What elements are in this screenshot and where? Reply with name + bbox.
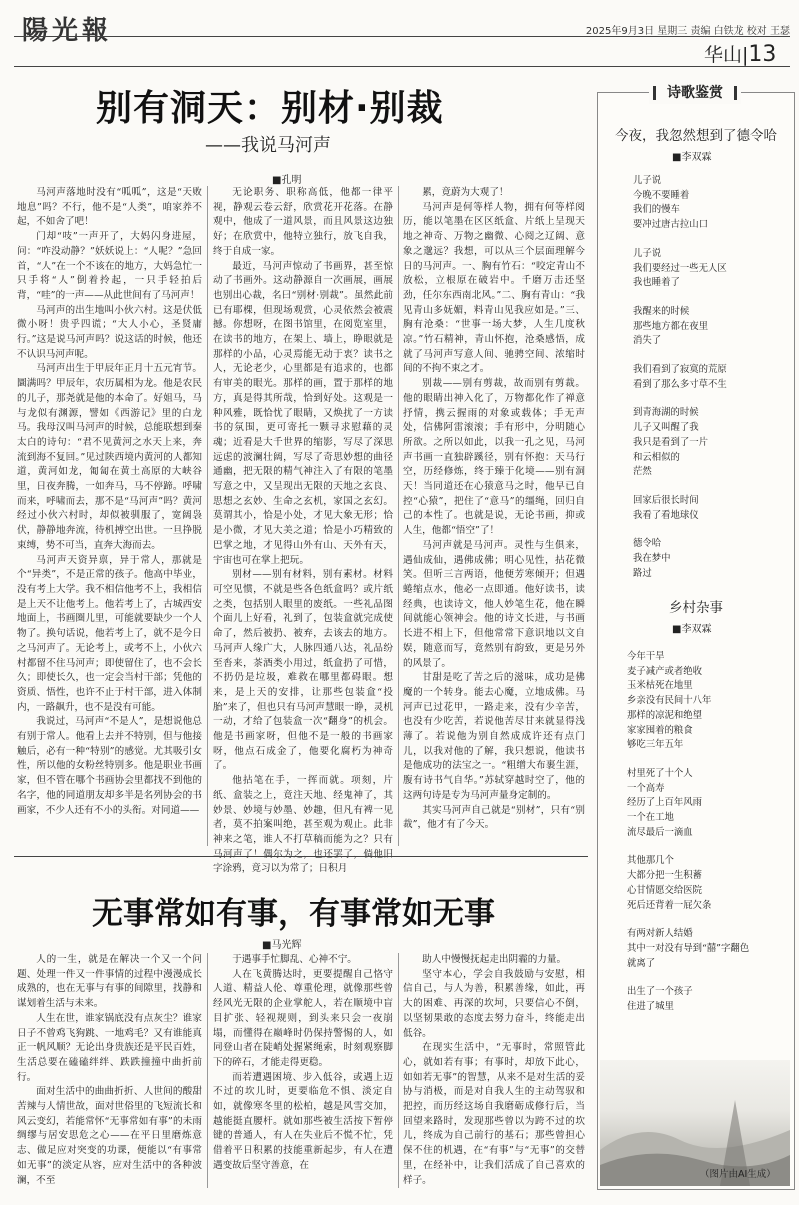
paragraph: 在现实生活中，“无事时，常照管此心，就如若有事；有事时，却放下此心，如如若无事”的智慧，从来不是对生活的妥协与消极，而是对自我人生的主动驾驭和把控，而历经这场自我磨砺成修行后，当回望来路时，发现那些曾以为跨不过的坎儿，终成为自己前行的基石；那些曾担心保不住的机遇，在“有事”与“无事”的交替里，在经补中，让我们活成了自己喜欢的样子。 xyxy=(403,1042,585,1186)
poem-author: ■李双霖 xyxy=(672,152,712,163)
article-subtitle: ——我说马河声 xyxy=(205,135,331,156)
poem-line: 有两对新人结婚 xyxy=(627,928,693,940)
poem-line: 死后还背着一屁欠条 xyxy=(627,899,712,911)
poem-stanza xyxy=(633,363,727,392)
article-column-2 xyxy=(213,953,393,1193)
column-divider xyxy=(398,953,399,1188)
poem-line: 到青海湖的时候 xyxy=(633,407,699,419)
poem-line: 儿子又叫醒了我 xyxy=(633,422,699,434)
article-title: 别有洞天：别材·别裁 xyxy=(96,88,444,129)
poem-line: 住进了城里 xyxy=(627,1001,674,1013)
paragraph: 马河声出生于甲辰年正月十五元宵节。圜满吗？甲辰年，农历属相为龙。他是农民的儿子，那尧就是他的本命了。好姐马，马与龙似有渊源，譬如《西游记》里的白龙马。我母汉叫马河声的时候，总能联想到秦太白的诗句：“君不见黄河之水天上来，奔流到海不复回。”见过陕西境内黄河的人都知道，黄河如龙，匍匐在黄土高原的大峡谷里，日夜奔腾，一如奔马，马不停蹄。呼啸而来，呼啸而去，那不是“马河声”吗？黄河经过小伙六村时，却似被驯服了，宽阔袅伏，静静地奔流，待机搏空出世。一旦挣脱束缚，势不可当，直奔大海而去。 xyxy=(17,363,202,551)
paragraph: 甘甜是吃了苦之后的滋味，成功是佛魔的一个转身。能去心魔，立地成佛。马河声已过花甲，一路走来，没有少辛苦，也没有少吃苦，若说他苦尽甘来就显得浅薄了。若说他为别自然成成许还有点门儿，以我对他的了解，我只想说，他读书是他成功的法宝之一。“粗缯大布裹生涯，腹有诗书气自华。”苏轼穿越时空了，他的这两句诗是专为马河声量身定制的。 xyxy=(403,672,585,801)
poem-line: 回家后很长时间 xyxy=(633,494,699,506)
paragraph: 累，竟蔚为大观了！ xyxy=(422,187,509,198)
poem-line: 出生了一个孩子 xyxy=(627,986,693,998)
section-name: 华山 xyxy=(704,44,743,66)
poem-line: 经历了上百年风雨 xyxy=(627,797,703,809)
poem-line: 看到了那么多寸草不生 xyxy=(633,378,727,390)
paragraph: 无论职务、职称高低，他都一律平视，静观云卷云舒，欣赏花开花落。在静观中，他成了一道风景，而且风景这边独好；在欣赏中，他特立独行，放飞自我，终于自成一家。 xyxy=(213,187,393,257)
poem-stanza xyxy=(627,767,749,841)
paragraph: 他拈笔在手，一挥而就。项刻，片纸、盒装之上，竟注天地、经鬼神了，其妙景、妙境与妙墨、妙趣，但凡有裨一见者，莫不拍案叫绝，甚至观为观止。此非神来之笔，谁人不打草稿而能为之？只有马河声了！偶尔为之，也还罢了，倘他旧字涂鸦，竟习以为常了；日积月 xyxy=(213,775,393,875)
poem-line: 今晚不要睡着 xyxy=(633,189,690,201)
paragraph: 坚守本心，学会自我鼓励与安慰，相信自己，与人为善，积累善缘，如此，再大的困难、再深的坎坷，只要信心不倒，以坚韧果敢的态度去努力奋斗，终能走出低谷。 xyxy=(403,968,585,1039)
poem-line: 我们要经过一些无人区 xyxy=(633,262,727,274)
sidebar-header: 诗歌鉴赏 xyxy=(649,82,741,104)
issue-meta: 2025年9月3日 星期三 责编 白铁龙 校对 王瑟 xyxy=(585,26,790,37)
poem-line: 流尽最后一滴血 xyxy=(627,826,693,838)
paragraph: 我说过，马河声“不是人”，是想说他总有别于常人。他看上去并不特别，但与他接触后，必有一种“特别”的感觉。尤其吸引女性，所以他的女粉丝特别多。他是职业书画家，但不管在哪个书画协会里都找不到他的名字，他的同道朋友却多半是名列协会的书画家，不少人还有不小的头衔。对同道—— xyxy=(17,716,202,816)
paragraph: 最近，马河声惊动了书画界，甚至惊动了书画外。这动静源自一次画展，画展也别出心裁，名曰“别材·别裁”。虽然此前已有耶棵，但现场观赏，心灵依然会被震撼。你想呀，在图书馆里，在阅览室里，在读书的地方，在架上、墙上，睁眼就是那样的小品，心灵焉能无动于衷？读书之人，无论老少，心里都是有追求的，也都有审美的眼光。那样的画，置于那样的地方，真是得其所哉，恰到好处。这观是一种风雅，既恰忧了眼睛，又焕扰了一方读书的氛围，更可寄托一颗寻求慰藉的灵魂；近看是大千世界的缩影，写尽了深思远虑的波澜壮阔，写尽了奇思妙想的曲径通幽，把无限的精气神注入了有限的笔墨写意之中，又呈现出无限的天地之玄良、思想之玄妙、生命之玄机，家国之玄幻。莫谓其小，恰是小处，才见大象无形；恰是小微，才见大美之道；恰是小巧精致的巴掌之地，才见得山外有山、天外有天，宇宙也可在掌上把玩。 xyxy=(213,260,393,566)
poem-stanza xyxy=(633,305,727,349)
paragraph: 马河声落地时没有“呱呱”，这是“天败地息”吗？不行，他不是“人类”，咱家养不起，不如舍了吧！ xyxy=(17,187,202,228)
poem-line: 儿子说 xyxy=(633,175,662,186)
poem-line: 其他那几个 xyxy=(627,855,674,867)
poem-line: 儿子说 xyxy=(633,247,662,259)
poem-line: 心甘情愿交给医院 xyxy=(627,884,703,896)
poem-line: 我们看到了寂寞的荒原 xyxy=(633,364,727,376)
poem-line: 我醒来的时候 xyxy=(633,305,690,317)
column-divider xyxy=(398,186,399,846)
poem-line: 路过 xyxy=(633,567,652,579)
poem-stanza xyxy=(633,494,727,523)
article-column-2 xyxy=(213,186,393,875)
poem-line: 够吃三年五年 xyxy=(627,739,684,751)
poem-title: 今夜，我忽然想到了德令哈 xyxy=(615,128,777,144)
paragraph: 面对生活中的曲曲折折、人世间的酸甜苦辣与人情世故，面对世俗里的飞短流长和风云变幻，若能常怀“无事常如有事”的未雨绸缪与居安思危之心——在平日里磨炼意志、做足应对突变的功课，便能以“有事常如无事”的淡定从容，应对生活中的各种波澜，不至 xyxy=(17,1086,202,1186)
poem-stanza xyxy=(627,927,749,971)
poem-line: 乡亲没有民间十八年 xyxy=(627,695,712,707)
poem-line: 麦子减产或者绝收 xyxy=(627,665,703,677)
poem-stanza xyxy=(633,174,727,233)
article-author: ■马光辉 xyxy=(262,940,302,951)
poem-line: 茫然 xyxy=(633,466,652,478)
poem-line: 一个高寿 xyxy=(627,782,665,794)
article-divider xyxy=(14,856,588,857)
section-label: 华山|13 xyxy=(704,42,777,67)
poem-title: 乡村杂事 xyxy=(669,600,723,616)
poem-body xyxy=(633,174,727,595)
poem-stanza xyxy=(627,650,749,753)
poem-line: 和云相似的 xyxy=(633,451,680,463)
paragraph: 马河声的出生地叫小伙六村。这是伏低微小呀！贵乎四谎；“大人小心，圣贤庸行。”这是说马河声吗？说这话的时候，他还不认识马河声呢。 xyxy=(17,304,202,360)
page-number: 13 xyxy=(748,42,777,67)
paragraph: 别裁——别有剪裁，故而别有剪裁。他的眼睛出神入化了，万物都化作了禅意抒情，携云握雨的对象或载体；手无声处，信佛阿雷滚滚；手有形中，分明随心所欲。之所以如此，以我一孔之见，马河声书画一直独辟蹊径，别有怀抱：天马行空，历经修炼，终于臻于化境——别有洞天！当同道还在心猿意马之时，他早已自控“心猿”，把住了“意马”的缰绳，回归自己的本性了。也就是说，无论书画，抑或人生，他都“悟空”了！ xyxy=(403,378,585,537)
poem-body xyxy=(627,650,749,1029)
poem-line: 我们的慢车 xyxy=(633,204,680,216)
poem-line: 大都分把一生积蓄 xyxy=(627,870,703,882)
poem-line: 要冲过唐古拉山口 xyxy=(633,219,709,231)
paragraph: 人生在世，谁家锅底没有点灰尘？谁家日子不曾鸡飞狗跳、一地鸡毛？又有谁能真正一帆风顺？无论出身贵族还是平民百姓，生活总要在磕磕绊绊、跌跌撞撞中曲折前行。 xyxy=(17,1012,202,1083)
paragraph: 人在飞黄腾达时，更要提醒自己恪守人道、精益人伦、尊重伦理，就像那些曾经风光无限的企业掌舵人，若在顺境中盲目扩张、轻视规则，到头来只会一夜崩塌，而懂得在巅峰时仍保持警惕的人，如同登山者在陡峭处握紧绳索，时刻观察脚下的碎石，才能走得更稳。 xyxy=(213,968,393,1068)
paragraph: 人的一生，就是在解决一个又一个问题、处理一件又一件事情的过程中漫漫成长成熟的，也在无事与有事的间隙里，找静和谋划着生活与未来。 xyxy=(17,954,202,1010)
article-column-1 xyxy=(17,186,202,846)
poem-line: 玉米枯死在地里 xyxy=(627,680,693,692)
article-author: ■孔明 xyxy=(272,175,302,186)
newspaper-logo: 陽光報 xyxy=(22,16,113,46)
paragraph: 助人中慢慢抚起走出阴霾的力量。 xyxy=(422,954,567,965)
paragraph: 其实马河声自己就是“别材”，只有“别裁”，他才有了今天。 xyxy=(403,804,585,831)
article-column-3 xyxy=(403,186,585,846)
paragraph: 于遇事手忙脚乱、心神不宁。 xyxy=(232,954,357,965)
paragraph: 而若遭遇困境、步入低谷，或遇上迈不过的坎儿时，更要临危不惧、淡定自如，就像寒冬里的松柏，越是风雪交加，越能挺直腰杆。就如那些被生活按下暂停键的普通人，有人在失业后不慌不忙，凭借着平日积累的技能重新起步，有人在遭遇变故后坚守善意，在 xyxy=(213,1071,393,1171)
poem-line: 一个在工地 xyxy=(627,812,674,824)
image-caption: （图片由AI生成） xyxy=(700,1169,776,1180)
poem-line: 就离了 xyxy=(627,957,656,969)
poem-line: 那些地方都在夜里 xyxy=(633,320,709,332)
poem-line: 德令哈 xyxy=(633,538,662,550)
poem-line: 那样的凉泥和绝望 xyxy=(627,709,703,721)
paragraph: 马河声就是马河声。灵性与生俱来，遇仙成仙，遇佛成佛；明心见性，拈花微笑。但听三言两语，他便芳寒倾开；但遇蜷缩点水，他必一点即通。他好读书，读经典，也读诗文，他人妙笔生花，他在瞬间就能心领神会。他的诗文长进，与书画长进不相上下，但他常常下意识地以文自娱，随意而写，竟然别有韵致，更是另外的风景了。 xyxy=(403,539,585,669)
poem-stanza xyxy=(633,247,727,291)
poem-line: 我也睡着了 xyxy=(633,277,680,289)
poem-stanza xyxy=(633,537,727,581)
poem-line: 我看了看地球仪 xyxy=(633,509,699,521)
poem-line: 其中一对没有导到“囍”字翻色 xyxy=(627,942,750,954)
paragraph: 别材——别有材料，别有素材。材料可空见惯，不就是些各色纸盒吗？或片纸之类，包括别人眼里的废纸。一些礼品图个面儿上好看，礼到了，包装盒就完成使命了，然后被扔、被弃，去该去的地方。马河声人缘广大，人脉四通八达，礼品纷至沓来，茶酒类小用过，纸盒扔了可惜，不扔仍是垃圾，难救在哪里都碍眼。想来，是上天的安排，让那些包装盒“投胎”来了，但也只有马河声慧眼一睁，灵机一动，才给了包装盒一次“翻身”的机会。他是书画家呀，但他不是一般的书画家呀，他点石成金了，他要化腐朽为神奇了。 xyxy=(213,569,393,772)
article-title: 无事常如有事，有事常如无事 xyxy=(92,896,495,932)
masthead-rule xyxy=(14,36,790,37)
column-divider xyxy=(207,953,208,1188)
poem-line: 今年干旱 xyxy=(627,651,665,662)
article-column-3 xyxy=(403,953,585,1193)
paragraph: 马河声是何等样人物，拥有何等样阅历，能以笔墨在区区纸盒、片纸上呈现天地之神奇、万物之幽微、心阅之辽阔、意象之邈远？我想，可以从三个层面理解今日的马河声。一、胸有竹石：“咬定青山不放松，立根原在破岩中。千磨万击还坚劲，任尔东西南北风。”二、胸有青山：“我见青山多妩媚，料青山见我应如是。”三、胸有沧桑：“世事一场大梦，人生几度秋凉。”竹石精神，青山怀抱，沧桑感悟，成就了马河声写意人间、驰骋空间、浓缩时间的不拘不束之才。 xyxy=(403,201,585,375)
poem-stanza xyxy=(627,854,749,913)
poem-line: 家家囤着的粮食 xyxy=(627,724,693,736)
poem-line: 我在梦中 xyxy=(633,553,671,565)
poem-line: 消失了 xyxy=(633,335,662,347)
poem-stanza xyxy=(627,985,749,1014)
header-rule xyxy=(14,66,790,67)
article-column-1 xyxy=(17,953,202,1193)
paragraph: 马河声天资异禀，异于常人，那就是个“异类”，不是正常的孩子。他高中毕业，没有考上大学。我不相信他考不上，我相信是上天不让他考上。他若考上了，古城西安地面上，书画圈儿里，可能就要缺少一个人物了。换句话说，他若考上了，就不是今日之马河声了。无论考上，或考不上，小伙六村都留不住马河声；即使留住了，也不会长久；即使长久，也一定会当村干部；凭他的资质、悟性，也许不止于村干部，进入体制内，一路飙升，也不是没有可能。 xyxy=(17,554,202,713)
poem-line: 村里死了十个人 xyxy=(627,767,693,779)
paragraph: 门却“吱”一声开了，大妈闪身进屋，问：“咋没动静？”妖妖说上：“人呢？”急回首，“人”在一个不该在的地方，大妈急忙一只手将“人”倒着拎起，一只手轻拍后背，“哇”的一声——从此世间有了马河声！ xyxy=(17,231,202,301)
poem-stanza xyxy=(633,406,727,480)
poem-line: 我只是看到了一片 xyxy=(633,436,709,448)
poem-author: ■李双霖 xyxy=(672,624,712,635)
column-divider xyxy=(207,186,208,846)
